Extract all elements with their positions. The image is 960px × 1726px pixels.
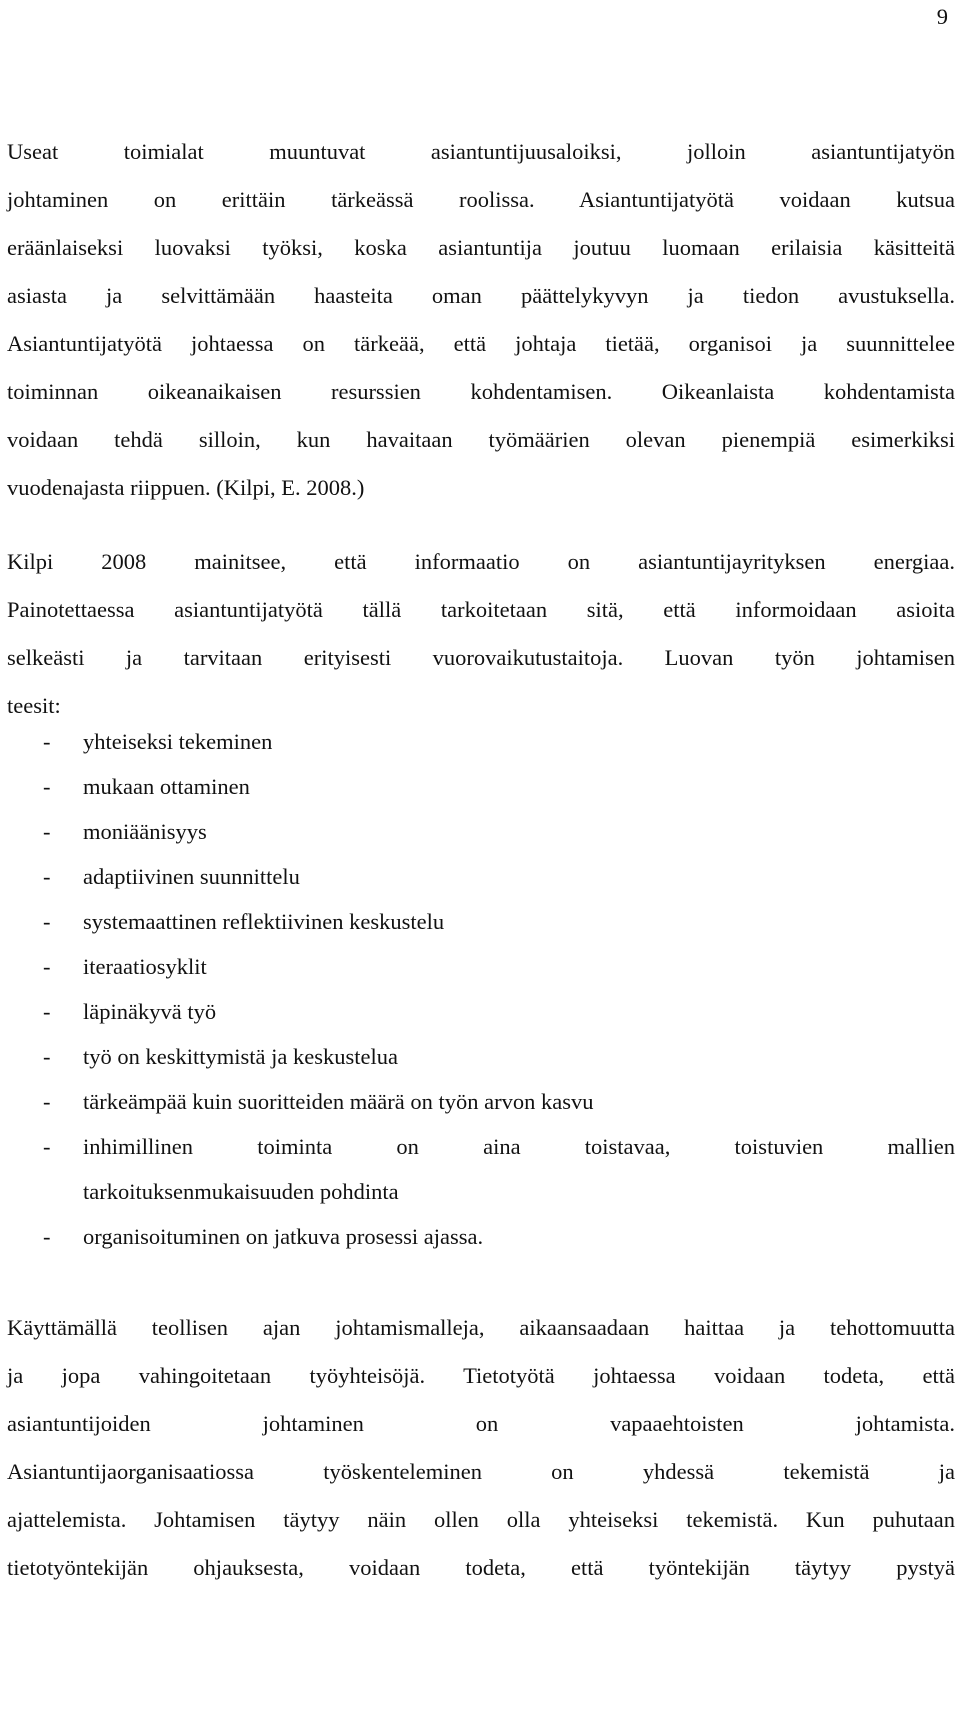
list-dash: - — [43, 1089, 51, 1114]
paragraph-line: Kilpi 2008 mainitsee, että informaatio on asiantuntijayrityksen energiaa. — [7, 549, 955, 574]
list-dash: - — [43, 1044, 51, 1069]
paragraph-line: ajattelemista. Johtamisen täytyy näin ollen olla yhteiseksi tekemistä. Kun puhutaan — [7, 1507, 955, 1532]
list-item-continuation: tarkoituksenmukaisuuden pohdinta — [83, 1179, 399, 1204]
paragraph-line: voidaan tehdä silloin, kun havaitaan työmäärien olevan pienempiä esimerkiksi — [7, 427, 955, 452]
list-item-text: läpinäkyvä työ — [83, 999, 217, 1024]
list-item-text: inhimillinen toiminta on aina toistavaa, toistuvien mallien — [83, 1134, 955, 1159]
list-dash: - — [43, 774, 51, 799]
list-item — [7, 899, 955, 944]
list-dash: - — [43, 864, 51, 889]
paragraph-line: toiminnan oikeanaikaisen resurssien kohdentamisen. Oikeanlaista kohdentamista — [7, 379, 955, 404]
paragraph-kilpi — [7, 538, 955, 730]
list-item — [7, 809, 955, 854]
paragraph-line: Käyttämällä teollisen ajan johtamismalleja, aikaansaadaan haittaa ja tehottomuutta — [7, 1315, 955, 1340]
list-item-text: adaptiivinen suunnittelu — [83, 864, 300, 889]
list-dash: - — [43, 909, 51, 934]
list-dash: - — [43, 954, 51, 979]
paragraph-line: selkeästi ja tarvitaan erityisesti vuorovaikutustaitoja. Luovan työn johtamisen — [7, 645, 955, 670]
paragraph-line: teesit: — [7, 693, 61, 718]
list-item — [7, 1034, 955, 1079]
page-number: 9 — [936, 4, 948, 29]
list-item — [7, 944, 955, 989]
paragraph-line: ja jopa vahingoitetaan työyhteisöjä. Tietotyötä johtaessa voidaan todeta, että — [7, 1363, 955, 1388]
list-item — [7, 989, 955, 1034]
paragraph-asiantuntijatyo — [7, 128, 955, 512]
list-dash: - — [43, 999, 51, 1024]
list-item — [7, 764, 955, 809]
paragraph-line: vuodenajasta riippuen. (Kilpi, E. 2008.) — [7, 475, 365, 500]
thesis-list — [7, 719, 955, 1259]
list-item — [7, 854, 955, 899]
list-item-text: mukaan ottaminen — [83, 774, 250, 799]
list-item — [7, 1214, 955, 1259]
paragraph-line: tietotyöntekijän ohjauksesta, voidaan todeta, että työntekijän täytyy pystyä — [7, 1555, 955, 1580]
list-item-text: tärkeämpää kuin suoritteiden määrä on työn arvon kasvu — [83, 1089, 594, 1114]
list-item-text: yhteiseksi tekeminen — [83, 729, 273, 754]
paragraph-line: asiantuntijoiden johtaminen on vapaaehtoisten johtamista. — [7, 1411, 955, 1436]
paragraph-line: Asiantuntijaorganisaatiossa työskenteleminen on yhdessä tekemistä ja — [7, 1459, 955, 1484]
list-item — [7, 719, 955, 764]
list-dash: - — [43, 1134, 51, 1159]
list-dash: - — [43, 1224, 51, 1249]
list-item-text: työ on keskittymistä ja keskustelua — [83, 1044, 398, 1069]
paragraph-johtamismallit — [7, 1304, 955, 1592]
list-item-text: systemaattinen reflektiivinen keskustelu — [83, 909, 445, 934]
paragraph-line: Asiantuntijatyötä johtaessa on tärkeää, että johtaja tietää, organisoi ja suunnittelee — [7, 331, 955, 356]
list-item-text: iteraatiosyklit — [83, 954, 207, 979]
list-dash: - — [43, 729, 51, 754]
list-item-text: moniäänisyys — [83, 819, 207, 844]
paragraph-line: asiasta ja selvittämään haasteita oman päättelykyvyn ja tiedon avustuksella. — [7, 283, 955, 308]
list-dash: - — [43, 819, 51, 844]
paragraph-line: johtaminen on erittäin tärkeässä roolissa. Asiantuntijatyötä voidaan kutsua — [7, 187, 955, 212]
paragraph-line: Useat toimialat muuntuvat asiantuntijuusaloiksi, jolloin asiantuntijatyön — [7, 139, 955, 164]
paragraph-line: eräänlaiseksi luovaksi työksi, koska asiantuntija joutuu luomaan erilaisia käsitteitä — [7, 235, 955, 260]
list-item — [7, 1079, 955, 1124]
paragraph-line: Painotettaessa asiantuntijatyötä tällä tarkoitetaan sitä, että informoidaan asioita — [7, 597, 955, 622]
list-item-text: organisoituminen on jatkuva prosessi ajassa. — [83, 1224, 484, 1249]
list-item — [7, 1124, 955, 1214]
